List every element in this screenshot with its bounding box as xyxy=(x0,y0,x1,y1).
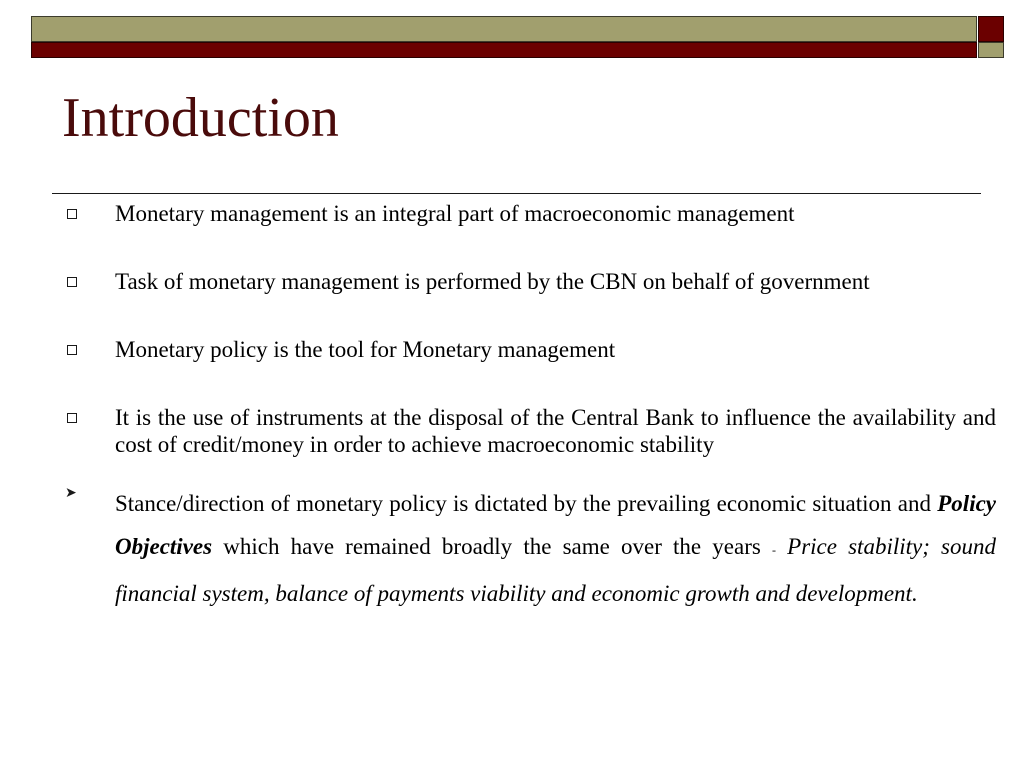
small-dash: - xyxy=(771,543,776,557)
square-bullet-icon xyxy=(67,413,77,423)
final-bullet-italic: Price stability; sound financial system, balance of payments viability and economic growth and development. xyxy=(115,534,996,606)
final-bullet-part2: which have remained broadly the same over the years xyxy=(212,534,772,559)
corner-olive-square xyxy=(978,42,1004,58)
arrow-bullet-icon: ➤ xyxy=(65,486,77,501)
slide-title: Introduction xyxy=(62,87,339,149)
bullet-list xyxy=(62,196,996,615)
top-maroon-bar xyxy=(31,42,977,58)
square-bullet-icon xyxy=(67,277,77,287)
bullet-text xyxy=(115,482,996,615)
policy-objectives-emphasis: Policy Objectives xyxy=(115,491,996,559)
bullet-item xyxy=(62,200,996,227)
bullet-text: Task of monetary management is performed by the CBN on behalf of government xyxy=(115,269,870,294)
bullet-item xyxy=(62,404,996,458)
square-bullet-icon xyxy=(67,345,77,355)
bullet-text: It is the use of instruments at the disposal of the Central Bank to influence the availability and cost of credit/money in order to achieve macroeconomic stability xyxy=(115,405,996,457)
title-divider xyxy=(52,193,981,194)
bullet-item xyxy=(62,268,996,295)
top-olive-bar xyxy=(31,16,977,42)
bullet-text: Monetary management is an integral part of macroeconomic management xyxy=(115,201,795,226)
bullet-item-arrow xyxy=(62,482,996,615)
square-bullet-icon xyxy=(67,209,77,219)
bullet-text: Monetary policy is the tool for Monetary management xyxy=(115,337,616,362)
final-bullet-part1: Stance/direction of monetary policy is dictated by the prevailing economic situation and xyxy=(115,491,938,516)
bullet-item xyxy=(62,336,996,363)
corner-maroon-square xyxy=(978,16,1004,42)
